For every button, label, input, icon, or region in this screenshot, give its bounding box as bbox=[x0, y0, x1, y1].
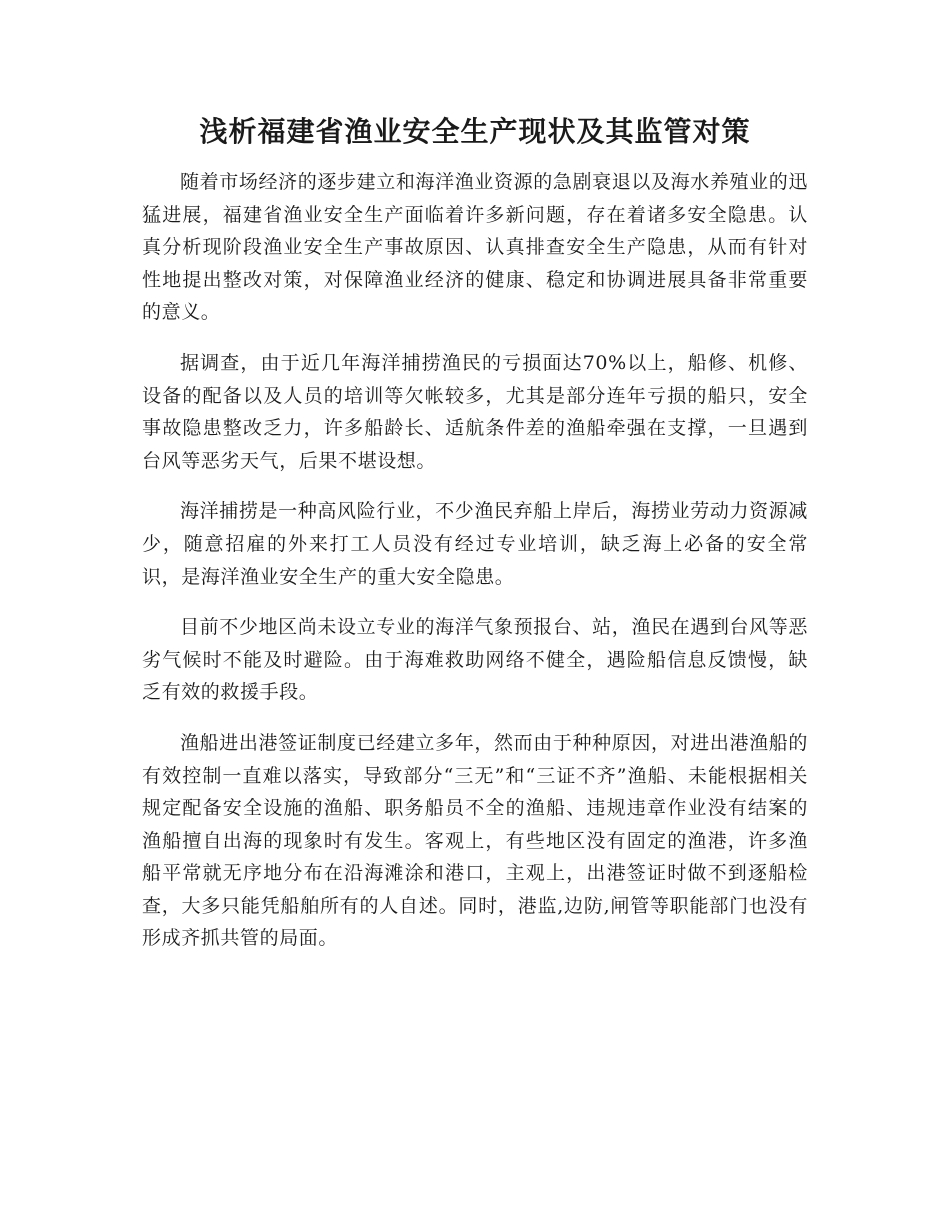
paragraph-1: 随着市场经济的逐步建立和海洋渔业资源的急剧衰退以及海水养殖业的迅猛进展，福建省渔业安全生产面临着许多新问题，存在着诸多安全隐患。认真分析现阶段渔业安全生产事故原因、认真排查安全生产隐患，从而有针对性地提出整改对策，对保障渔业经济的健康、稳定和协调进展具备非常重要的意义。 bbox=[142, 171, 808, 324]
paragraph-2: 据调查，由于近几年海洋捕捞渔民的亏损面达70%以上，船修、机修、设备的配备以及人员的培训等欠帐较多，尤其是部分连年亏损的船只，安全事故隐患整改乏力，许多船龄长、适航条件差的渔船牵强在支撑，一旦遇到台风等恶劣天气，后果不堪设想。 bbox=[142, 351, 808, 472]
paragraph-4: 目前不少地区尚未设立专业的海洋气象预报台、站，渔民在遇到台风等恶劣气候时不能及时避险。由于海难救助网络不健全，遇险船信息反馈慢，缺乏有效的救援手段。 bbox=[142, 616, 808, 704]
paragraph-3: 海洋捕捞是一种高风险行业，不少渔民弃船上岸后，海捞业劳动力资源减少，随意招雇的外来打工人员没有经过专业培训，缺乏海上必备的安全常识，是海洋渔业安全生产的重大安全隐患。 bbox=[142, 500, 808, 588]
paragraph-5: 渔船进出港签证制度已经建立多年，然而由于种种原因，对进出港渔船的有效控制一直难以落实，导致部分“三无”和“三证不齐”渔船、未能根据相关规定配备安全设施的渔船、职务船员不全的渔船、违规违章作业没有结案的渔船擅自出海的现象时有发生。客观上，有些地区没有固定的渔港，许多渔船平常就无序地分布在沿海滩涂和港口，主观上，出港签证时做不到逐船检查，大多只能凭船舶所有的人自述。同时，港监,边防,闸管等职能部门也没有形成齐抓共管的局面。 bbox=[142, 731, 808, 950]
document-title: 浅析福建省渔业安全生产现状及其监管对策 bbox=[199, 115, 751, 148]
document-body bbox=[142, 166, 808, 973]
